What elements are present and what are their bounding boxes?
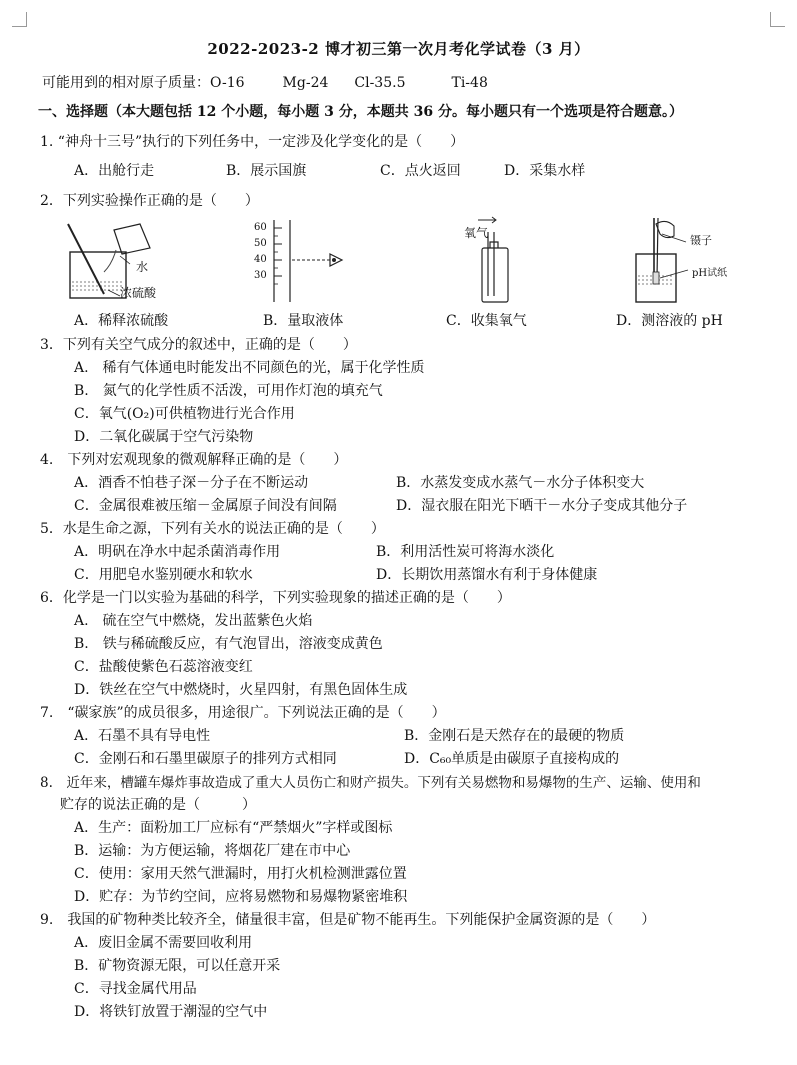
question-7-stem: 7. “碳家族”的成员很多，用途很广。下列说法正确的是（ ）: [40, 705, 446, 721]
question-2-options: [0, 310, 797, 330]
atomic-mass-cl: Cl-35.5: [354, 75, 406, 91]
q3-option-d: D．二氧化碳属于空气污染物: [74, 429, 254, 445]
q8-option-d: D．贮存：为节约空间，应将易燃物和易爆物紧密堆积: [74, 889, 408, 905]
q5-option-a: A．明矾在净水中起杀菌消毒作用: [74, 544, 281, 560]
label-ph-paper: pH试纸: [692, 268, 728, 279]
q7-option-c: C．金刚石和石墨里碳原子的排列方式相同: [74, 751, 337, 767]
q4-option-b: B．水蒸发变成水蒸气－水分子体积变大: [396, 475, 645, 491]
q1-option-d: D．采集水样: [504, 163, 586, 179]
question-9-stem: 9. 我国的矿物种类比较齐全，储量很丰富，但是矿物不能再生。下列能保护金属资源的是（ ）: [40, 912, 656, 928]
crop-mark-top-left: [12, 12, 27, 27]
figure-measure-ph: [630, 214, 740, 306]
tick-30: 30: [254, 270, 267, 281]
label-water: 水: [136, 260, 149, 274]
q8-option-a: A．生产：面粉加工厂应标有“严禁烟火”字样或图标: [74, 820, 393, 836]
question-8-stem-continued: 贮存的说法正确的是（ ）: [60, 797, 256, 813]
q9-option-c: C．寻找金属代用品: [74, 981, 197, 997]
question-5-stem: 5．水是生命之源，下列有关水的说法正确的是（ ）: [40, 521, 385, 537]
question-2-figures: [60, 214, 760, 306]
q5-option-d: D．长期饮用蒸馏水有利于身体健康: [376, 567, 598, 583]
q6-option-b: B. 铁与稀硫酸反应，有气泡冒出，溶液变成黄色: [74, 636, 383, 652]
q1-option-b: B．展示国旗: [226, 163, 307, 179]
q6-option-d: D．铁丝在空气中燃烧时，火星四射，有黑色固体生成: [74, 682, 408, 698]
q7-option-b: B．金刚石是天然存在的最硬的物质: [404, 728, 625, 744]
question-1-options: [74, 160, 754, 180]
q2-option-b: B．量取液体: [263, 313, 344, 329]
figure-collect-oxygen: [460, 214, 540, 306]
q4-option-c: C．金属很难被压缩－金属原子间没有间隔: [74, 498, 337, 514]
question-3-stem: 3．下列有关空气成分的叙述中，正确的是（ ）: [40, 337, 357, 353]
atomic-mass-label: 可能用到的相对原子质量：: [42, 75, 210, 91]
q2-option-d: D．测溶液的 pH: [616, 313, 723, 329]
atomic-mass-line: [42, 72, 512, 92]
atomic-mass-o: O-16: [210, 75, 245, 91]
label-tweezers: 镊子: [690, 234, 712, 247]
q6-option-c: C．盐酸使紫色石蕊溶液变红: [74, 659, 253, 675]
q9-option-d: D．将铁钉放置于潮湿的空气中: [74, 1004, 268, 1020]
q3-option-a: A. 稀有气体通电时能发出不同颜色的光，属于化学性质: [74, 360, 425, 376]
tick-40: 40: [254, 254, 267, 265]
q8-option-b: B．运输：为方便运输，将烟花厂建在市中心: [74, 843, 351, 859]
q6-option-a: A. 硫在空气中燃烧，发出蓝紫色火焰: [74, 613, 313, 629]
q1-option-c: C．点火返回: [380, 163, 461, 179]
question-2-stem: 2．下列实验操作正确的是（ ）: [40, 193, 259, 209]
section-heading: 一、选择题（本大题包括 12 个小题，每小题 3 分，本题共 36 分。每小题只有一个选项是符合题意。）: [38, 104, 683, 120]
label-oxygen: 氧气: [464, 226, 489, 240]
crop-mark-top-right: [770, 12, 785, 27]
atomic-mass-mg: Mg-24: [282, 75, 329, 91]
q3-option-c: C．氧气(O₂)可供植物进行光合作用: [74, 406, 295, 422]
q5-option-c: C．用肥皂水鉴别硬水和软水: [74, 567, 253, 583]
q7-option-a: A．石墨不具有导电性: [74, 728, 211, 744]
question-8-stem: 8. 近年来，槽罐车爆炸事故造成了重大人员伤亡和财产损失。下列有关易燃物和易爆物的生产、运输、使用和: [40, 775, 701, 791]
figure-graduated-cylinder: [250, 214, 350, 306]
question-4-stem: 4. 下列对宏观现象的微观解释正确的是（ ）: [40, 452, 348, 468]
q1-option-a: A．出舱行走: [74, 163, 155, 179]
q2-option-c: C．收集氧气: [446, 313, 527, 329]
q4-option-a: A．酒香不怕巷子深－分子在不断运动: [74, 475, 309, 491]
figure-dilute-acid: [60, 214, 180, 306]
q7-option-d: D．C₆₀单质是由碳原子直接构成的: [404, 751, 620, 767]
tick-60: 60: [254, 222, 267, 233]
q8-option-c: C．使用：家用天然气泄漏时，用打火机检测泄露位置: [74, 866, 407, 882]
q2-option-a: A．稀释浓硫酸: [74, 313, 169, 329]
q9-option-a: A．废旧金属不需要回收利用: [74, 935, 253, 951]
label-concentrated-acid: 浓硫酸: [120, 286, 157, 300]
atomic-mass-ti: Ti-48: [451, 75, 488, 91]
question-6-stem: 6．化学是一门以实验为基础的科学，下列实验现象的描述正确的是（ ）: [40, 590, 511, 606]
q4-option-d: D．湿衣服在阳光下晒干－水分子变成其他分子: [396, 498, 688, 514]
tick-50: 50: [254, 238, 267, 249]
q9-option-b: B．矿物资源无限，可以任意开采: [74, 958, 281, 974]
q3-option-b: B. 氮气的化学性质不活泼，可用作灯泡的填充气: [74, 383, 383, 399]
q5-option-b: B．利用活性炭可将海水淡化: [376, 544, 555, 560]
question-1-stem: 1. “神舟十三号”执行的下列任务中，一定涉及化学变化的是（ ）: [40, 134, 465, 150]
exam-title: 2022-2023-2 博才初三第一次月考化学试卷（3 月）: [207, 40, 590, 58]
